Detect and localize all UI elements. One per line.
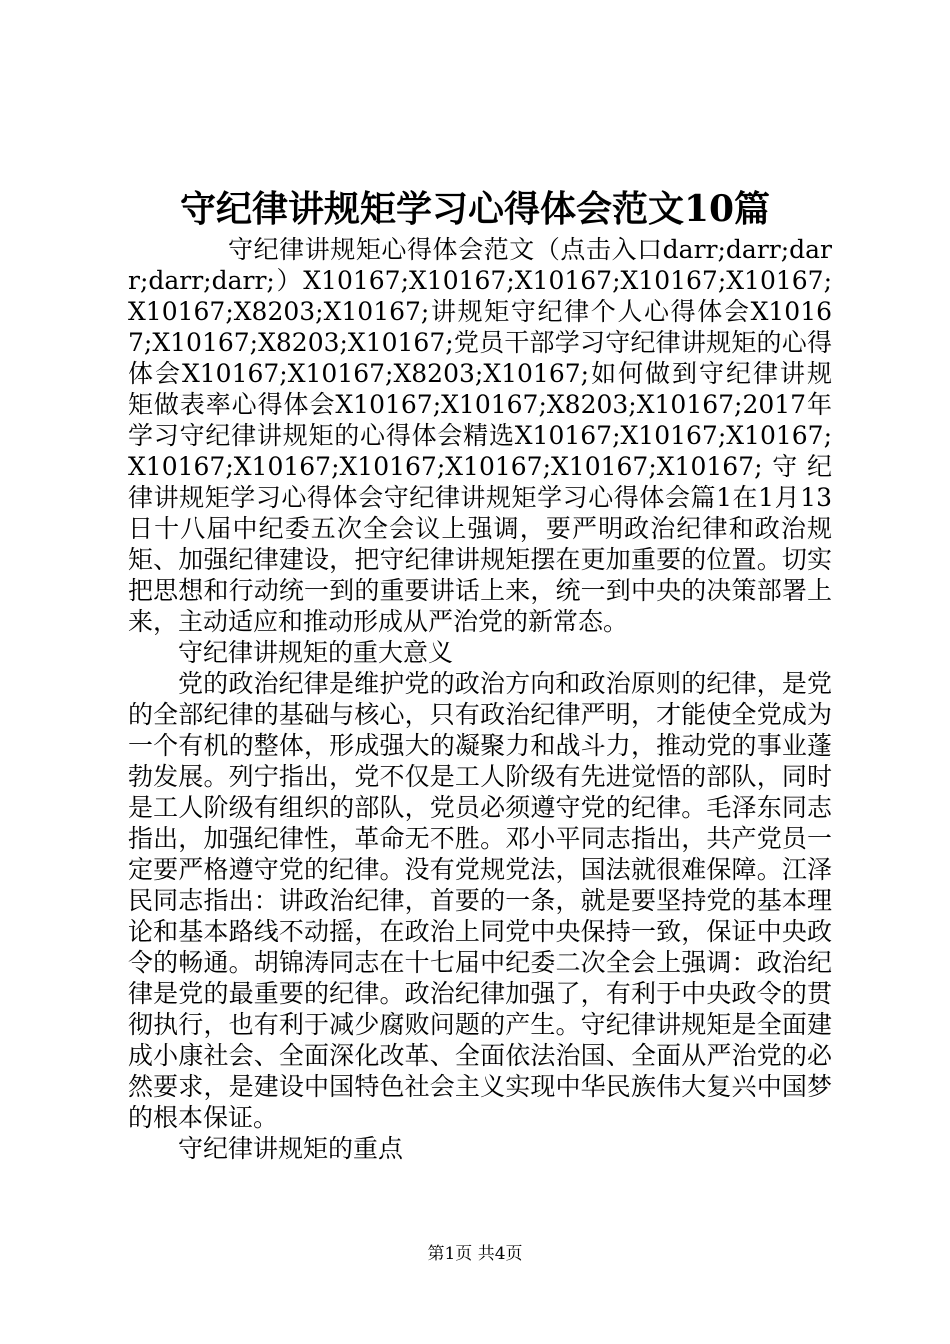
section-heading-key-points: 守纪律讲规矩的重点 bbox=[178, 1134, 404, 1163]
document-title: 守纪律讲规矩学习心得体会范文10篇 bbox=[179, 188, 771, 230]
body-paragraph: 党的政治纪律是维护党的政治方向和政治原则的纪律，是党的全部纪律的基础与核心，只有政治纪律严明，才能使全党成为一个有机的整体，形成强大的凝聚力和战斗力，推动党的事业蓬勃发展。列宁指出，党不仅是工人阶级有先进觉悟的部队，同时是工人阶级有组织的部队，党员必须遵守党的纪律。毛泽东同志指出，加强纪律性，革命无不胜。邓小平同志指出，共产党员一定要严格遵守党的纪律。没有党规党法，国法就很难保障。江泽民同志指出：讲政治纪律，首要的一条，就是要坚持党的基本理论和基本路线不动摇，在政治上同党中央保持一致，保证中央政令的畅通。胡锦涛同志在十七届中纪委二次全会上强调：政治纪律是党的最重要的纪律。政治纪律加强了，有利于中央政令的贯彻执行，也有利于减少腐败问题的产生。守纪律讲规矩是全面建成小康社会、全面深化改革、全面依法治国、全面从严治党的必然要求，是建设中国特色社会主义实现中华民族伟大复兴中国梦的根本保证。 bbox=[128, 669, 832, 1132]
section-heading-significance: 守纪律讲规矩的重大意义 bbox=[178, 638, 454, 667]
intro-paragraph: 守纪律讲规矩心得体会范文（点击入口darr;darr;darr;darr;darr;）X10167;X10167;X10167;X10167;X10167;X10167;X8203;X10167;讲规矩守纪律个人心得体会X10167;X10167;X8203;X10167;党员干部学习守纪律讲规矩的心得体会X10167;X10167;X8203;X10167;如何做到守纪律讲规矩做表率心得体会X10167;X10167;X8203;X10167;2017年学习守纪律讲规矩的心得体会精选X10167;X10167;X10167;X10167;X10167;X10167;X10167;X10167;X10167;守纪律讲规矩学习心得体会守纪律讲规矩学习心得体会篇1在1月13日十八届中纪委五次全会议上强调，要严明政治纪律和政治规矩、加强纪律建设，把守纪律讲规矩摆在更加重要的位置。切实把思想和行动统一到的重要讲话上来，统一到中央的决策部署上来，主动适应和推动形成从严治党的新常态。 bbox=[128, 235, 832, 636]
page-number-footer: 第1页 共4页 bbox=[427, 1244, 523, 1264]
document-body bbox=[128, 234, 832, 1164]
